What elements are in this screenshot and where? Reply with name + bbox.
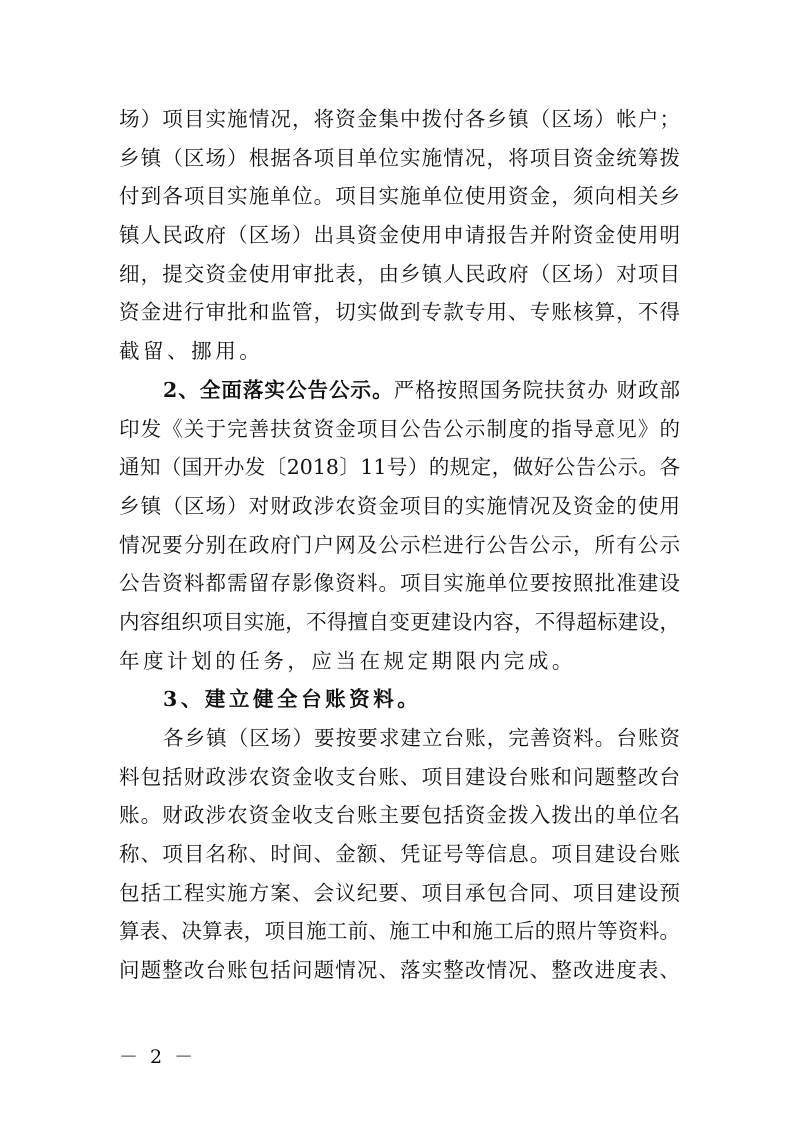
section-2-first-line xyxy=(119,371,680,410)
section-3-first-line: 各乡镇（区场）要按要求建立台账，完善资料。台账资 xyxy=(163,726,680,750)
text-line: 乡镇（区场）根据各项目单位实施情况，将项目资金统筹拨 xyxy=(119,145,680,170)
section-2-heading: 2、全面落实公告公示。 xyxy=(163,377,394,402)
text-line: 内容组织项目实施，不得擅自变更建设内容，不得超标建设， xyxy=(119,609,680,634)
text-line: 资金进行审批和监管，切实做到专款专用、专账核算，不得 xyxy=(119,300,680,325)
text-line: 印发《关于完善扶贫资金项目公告公示制度的指导意见》的 xyxy=(119,416,680,441)
text-line: 称、项目名称、时间、金额、凭证号等信息。项目建设台账 xyxy=(119,842,680,867)
text-line: 付到各项目实施单位。项目实施单位使用资金，须向相关乡 xyxy=(119,184,680,209)
text-line: 账。财政涉农资金收支台账主要包括资金拨入拨出的单位名 xyxy=(119,803,680,828)
text-line: 镇人民政府（区场）出具资金使用申请报告并附资金使用明 xyxy=(119,223,680,248)
text-line: 问题整改台账包括问题情况、落实整改情况、整改进度表、 xyxy=(119,958,680,983)
text-line: 乡镇（区场）对财政涉农资金项目的实施情况及资金的使用 xyxy=(119,493,680,518)
page-number: － 2 － xyxy=(119,1046,197,1068)
text-line: 细，提交资金使用审批表，由乡镇人民政府（区场）对项目 xyxy=(119,261,680,286)
text-line: 公告资料都需留存影像资料。项目实施单位要按照批准建设 xyxy=(119,571,680,596)
section-3-heading: 3、建立健全台账资料。 xyxy=(163,687,422,712)
text-line: 情况要分别在政府门户网及公示栏进行公告公示，所有公示 xyxy=(119,532,680,557)
section-2-first-text: 严格按照国务院扶贫办 财政部 xyxy=(393,377,680,402)
text-line: 包括工程实施方案、会议纪要、项目承包合同、项目建设预 xyxy=(119,880,680,905)
document-page xyxy=(119,100,680,990)
text-line: 年度计划的任务，应当在规定期限内完成。 xyxy=(119,648,576,673)
text-line: 场）项目实施情况，将资金集中拨付各乡镇（区场）帐户； xyxy=(119,107,680,131)
text-line: 算表、决算表，项目施工前、施工中和施工后的照片等资料。 xyxy=(119,919,680,944)
text-line: 料包括财政涉农资金收支台账、项目建设台账和问题整改台 xyxy=(119,764,680,789)
text-line: 截留、挪用。 xyxy=(119,339,264,364)
text-line: 通知（国开办发〔2018〕11号）的规定，做好公告公示。各 xyxy=(119,455,680,480)
